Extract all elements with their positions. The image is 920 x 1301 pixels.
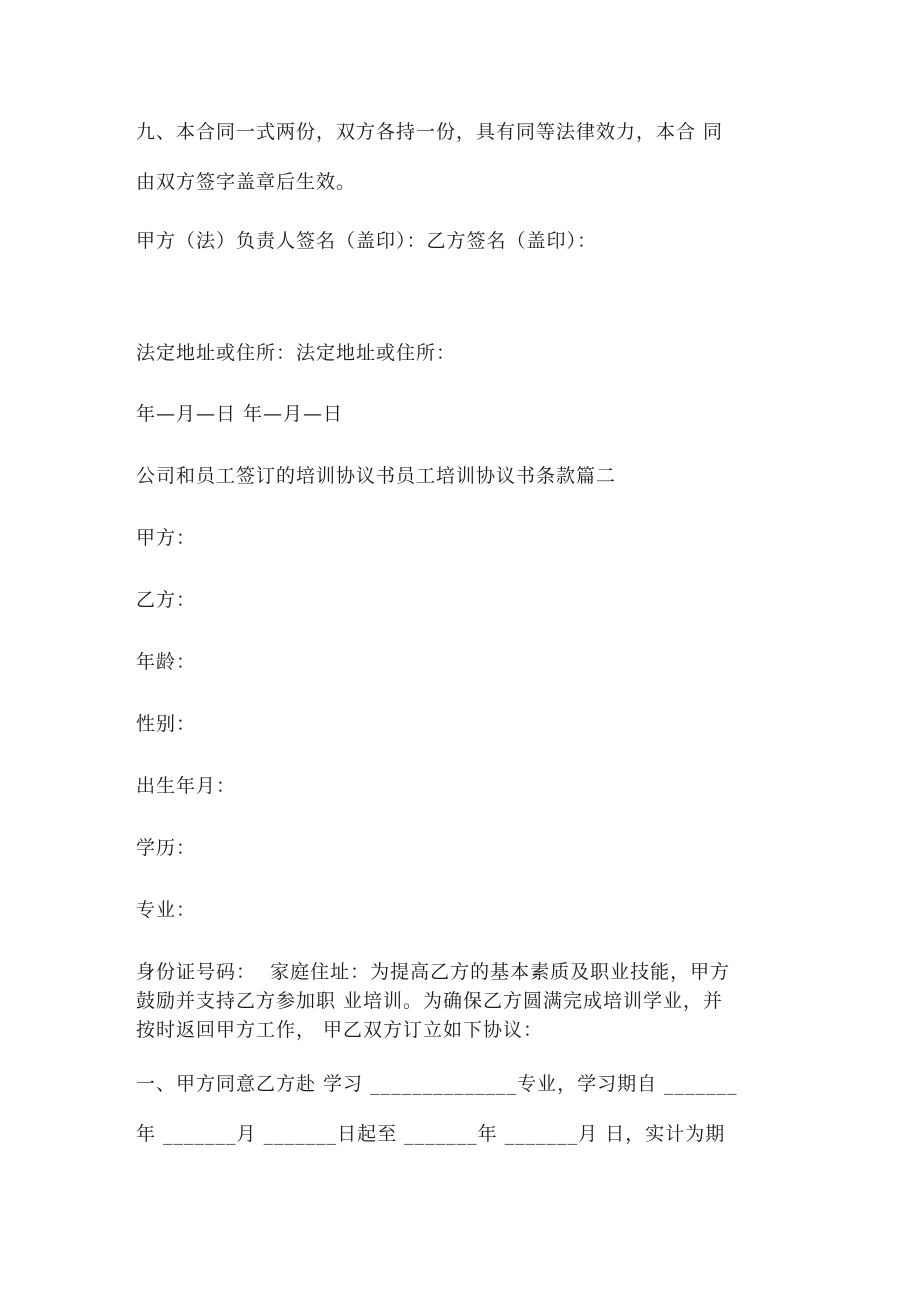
field-party-a: 甲方： — [136, 527, 197, 549]
preamble-line-3: 按时返回甲方工作， 甲乙双方订立如下协议： — [136, 1019, 544, 1041]
preamble-line-1: 身份证号码： 家庭住址：为提高乙方的基本素质及职业技能，甲方 — [136, 961, 731, 983]
field-gender: 性别： — [136, 713, 197, 735]
preamble-line-2: 鼓励并支持乙方参加职 业培训。为确保乙方圆满完成培训学业，并 — [136, 990, 724, 1012]
clause-nine-line-1: 九、本合同一式两份，双方各持一份，具有同等法律效力，本合 同 — [136, 121, 724, 143]
clause-one-line-2: 年 _______月 _______日起至 _______年 _______月 日，实计为期 — [136, 1123, 726, 1145]
field-major: 专业： — [136, 899, 197, 921]
date-line: 年—月—日 年—月—日 — [136, 403, 344, 425]
field-party-b: 乙方： — [136, 589, 197, 611]
signature-line: 甲方（法）负责人签名（盖印）：乙方签名（盖印）： — [136, 230, 598, 252]
clause-one-line-1: 一、甲方同意乙方赴 学习 ______________专业，学习期自 _______ — [136, 1073, 738, 1095]
field-birth-date: 出生年月： — [136, 775, 237, 797]
clause-nine-line-2: 由双方签字盖章后生效。 — [136, 171, 357, 193]
address-line: 法定地址或住所：法定地址或住所： — [136, 342, 457, 364]
field-age: 年龄： — [136, 651, 197, 673]
section-title: 公司和员工签订的培训协议书员工培训协议书条款篇二 — [136, 465, 617, 487]
field-education: 学历： — [136, 837, 197, 859]
